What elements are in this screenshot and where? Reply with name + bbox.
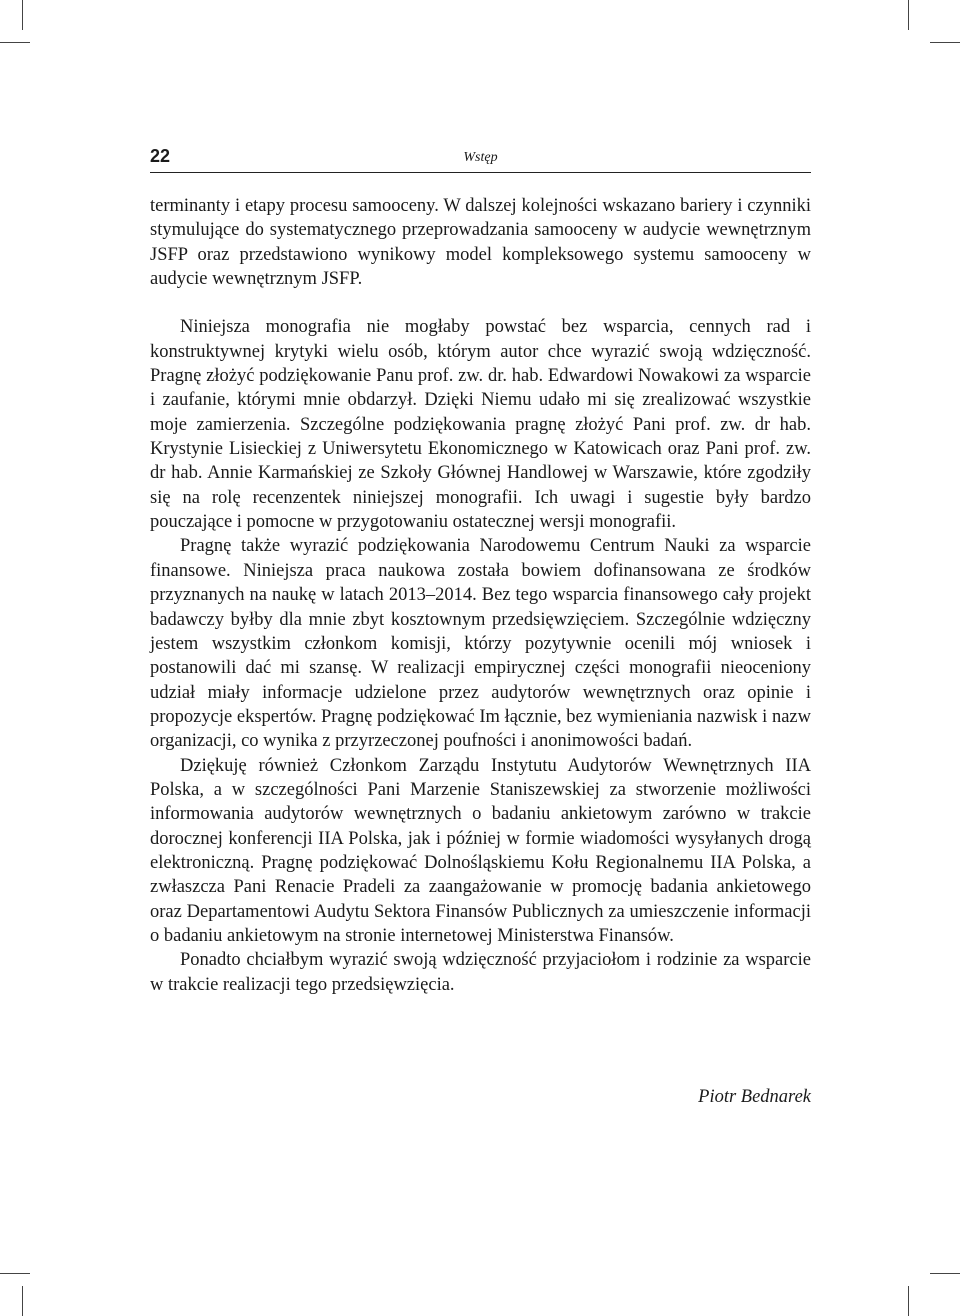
crop-mark [22, 0, 23, 30]
paragraph: Niniejsza monografia nie mogłaby powstać bez wsparcia, cennych rad i konstruktywnej krytyki wielu osób, którym autor chce wyrazić swoją wdzięczność. Pragnę złożyć podziękowanie Panu prof. zw. dr. hab. Edwardowi Nowakowi za wsparcie i zaufanie, którymi mnie obdarzył. Dzięki Niemu udało mi się zrealizować wszystkie moje zamierzenia. Szczególne podziękowania pragnę złożyć Pani prof. zw. dr hab. Krystynie Lisieckiej z Uniwersytetu Ekonomicznego w Katowicach oraz Pani prof. zw. dr hab. Annie Karmańskiej ze Szkoły Głównej Handlowej w Warszawie, które zgodziły się na rolę recenzentek niniejszej monografii. Ich uwagi i sugestie były bardzo pouczające i pomocne w przygotowaniu ostatecznej wersji monografii. [150, 317, 811, 533]
paragraph: Dziękuję również Członkom Zarządu Instytutu Audytorów Wewnętrznych IIA Polska, a w szczególności Pani Marzenie Staniszewskiej za stworzenie możliwości informowania audytorów wewnętrznych o badaniu ankietowym zarówno w trakcie dorocznej konferencji IIA Polska, jak i później w formie wiadomości wysyłanych drogą elektroniczną. Pragnę podziękować Dolnośląskiemu Kołu Regionalnemu IIA Polska, a zwłaszcza Pani Renacie Pradeli za zaangażowanie w promocję badania ankietowego oraz Departamentowi Audytu Sektora Finansów Publicznych za umieszczenie informacji o badaniu ankietowym na stronie internetowej Ministerstwa Finansów. [150, 755, 811, 946]
page-header [150, 144, 811, 173]
paragraph: Pragnę także wyrazić podziękowania Narodowemu Centrum Nauki za wsparcie finansowe. Niniejsza praca naukowa została bowiem dofinansowana ze środków przyznanych na naukę w latach 2013–2014. Bez tego wsparcia finansowego cały projekt badawczy byłby dla mnie zbyt kosztownym przedsięwzięciem. Szczególnie wdzięczny jestem wszystkim członkom komisji, którzy pozytywnie ocenili mój wniosek i postanowili dać mi szansę. W realizacji empirycznej części monografii nieoceniony udział miały informacje udzielone przez audytorów wewnętrznych oraz opinie i propozycje ekspertów. Pragnę podziękować Im łącznie, bez wymieniania nazwisk i nazw organizacji, co wynika z przyrzeczonej poufności i anonimowości badań. [150, 536, 811, 752]
crop-mark [908, 1286, 909, 1316]
paragraph: terminanty i etapy procesu samooceny. W dalszej kolejności wskazano bariery i czynniki stymulujące do systematycznego przeprowadzania samooceny w audycie wewnętrznym JSFP oraz przedstawiono wynikowy model kompleksowego systemu samooceny w audycie wewnętrznym JSFP. [150, 196, 811, 290]
crop-mark [908, 0, 909, 30]
body-text [150, 194, 811, 997]
crop-mark [0, 1273, 30, 1274]
crop-mark [930, 1273, 960, 1274]
crop-mark [0, 42, 30, 43]
crop-mark [930, 42, 960, 43]
author-signature: Piotr Bednarek [698, 1087, 811, 1107]
running-head: Wstęp [463, 150, 498, 165]
paragraph: Ponadto chciałbym wyrazić swoją wdzięczność przyjaciołom i rodzinie za wsparcie w trakcie realizacji tego przedsięwzięcia. [150, 950, 811, 995]
crop-mark [22, 1286, 23, 1316]
page-number: 22 [150, 146, 171, 166]
